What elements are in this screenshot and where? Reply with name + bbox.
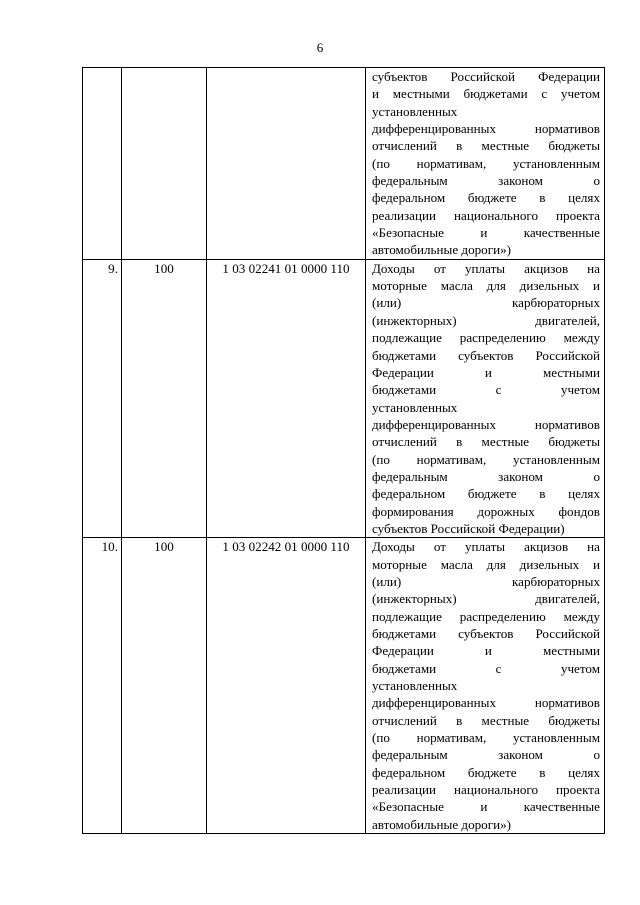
description-line: Федерации и местными [372,364,600,380]
description-line: моторные масла для дизельных и [372,556,600,572]
description-line: федеральном бюджете в целях [372,764,600,780]
row-number [83,68,122,260]
description-line: федеральным законом о [372,173,600,189]
description-line: дифференцированных нормативов [372,121,600,137]
description-line: федеральным законом о [372,747,600,763]
description-line: отчислений в местные бюджеты [372,434,600,450]
description-line: бюджетами с учетом [372,660,600,676]
description-line: Федерации и местными [372,643,600,659]
description-line: установленных [372,103,458,119]
description-line: бюджетами с учетом [372,382,600,398]
description-line: Доходы от уплаты акцизов на [372,539,600,555]
description-line: (или) карбюраторных [372,295,600,311]
description-line: реализации национального проекта [372,782,600,798]
revenue-description [366,538,605,834]
page-number: 6 [316,40,324,55]
admin-code [122,68,207,260]
revenue-description [366,68,605,260]
description-line: подлежащие распределению между [372,608,600,624]
row-number: 10. [83,538,122,834]
description-line: бюджетами субъектов Российской [372,347,600,363]
budget-classification-code: 1 03 02241 01 0000 110 [207,259,366,538]
description-line: федеральном бюджете в целях [372,486,600,502]
admin-code: 100 [122,538,207,834]
revenue-description [366,259,605,538]
row-number: 9. [83,259,122,538]
description-line: отчислений в местные бюджеты [372,138,600,154]
description-line: (инжекторных) двигателей, [372,312,600,328]
description-line: подлежащие распределению между [372,330,600,346]
description-line: моторные масла для дизельных и [372,278,600,294]
table-row [83,68,605,260]
description-line: «Безопасные и качественные [372,799,600,815]
description-line: федеральным законом о [372,468,600,484]
description-line: дифференцированных нормативов [372,695,600,711]
budget-classification-code: 1 03 02242 01 0000 110 [207,538,366,834]
description-line: субъектов Российской Федерации) [372,520,565,536]
description-line: федеральном бюджете в целях [372,190,600,206]
table-row [83,259,605,538]
table-row [83,538,605,834]
description-line: «Безопасные и качественные [372,225,600,241]
description-line: автомобильные дороги») [372,242,511,258]
description-line: (по нормативам, установленным [372,451,600,467]
description-line: и местными бюджетами с учетом [372,86,600,102]
description-line: установленных [372,678,458,694]
revenue-table [82,67,605,834]
description-line: (инжекторных) двигателей, [372,591,600,607]
description-line: автомобильные дороги») [372,816,511,832]
description-line: (или) карбюраторных [372,573,600,589]
description-line: формирования дорожных фондов [372,503,600,519]
description-line: установленных [372,399,458,415]
budget-classification-code [207,68,366,260]
admin-code: 100 [122,259,207,538]
description-line: бюджетами субъектов Российской [372,626,600,641]
description-line: (по нормативам, установленным [372,155,600,171]
description-line: отчислений в местные бюджеты [372,712,600,728]
description-line: (по нормативам, установленным [372,730,600,746]
description-line: Доходы от уплаты акцизов на [372,260,600,276]
description-line: дифференцированных нормативов [372,416,600,432]
description-line: субъектов Российской Федерации [372,69,600,84]
description-line: реализации национального проекта [372,207,600,223]
